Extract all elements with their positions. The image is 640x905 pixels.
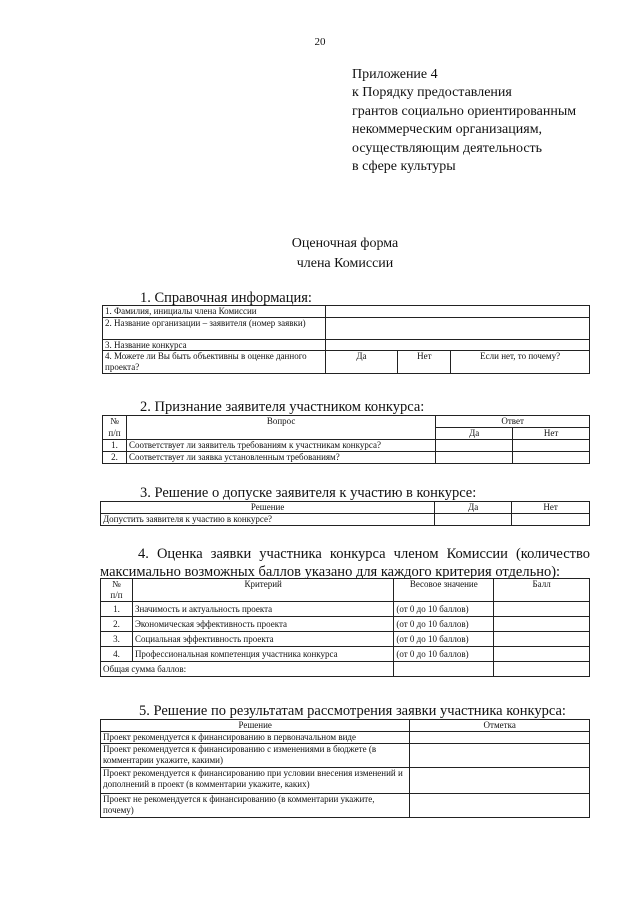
total-score-cell[interactable]: [494, 662, 590, 677]
col-num-2: п/п: [101, 590, 133, 602]
mark-cell[interactable]: [410, 732, 590, 744]
objectivity-yes[interactable]: Да: [325, 351, 398, 374]
appendix-line: Приложение 4: [352, 67, 438, 82]
form-title: [0, 234, 640, 274]
score-cell[interactable]: [494, 647, 590, 662]
answer-yes-cell[interactable]: [436, 440, 513, 452]
row-num: 1.: [101, 602, 133, 617]
row-num: 2.: [103, 451, 127, 463]
appendix-line: некоммерческим организациям,: [352, 122, 543, 138]
section5-heading: 5. Решение по результатам рассмотрения заявки участника конкурса:: [139, 703, 566, 719]
criterion: Экономическая эффективность проекта: [132, 617, 393, 632]
criterion: Профессиональная компетенция участника конкурса: [132, 647, 393, 662]
col-answer: Ответ: [436, 416, 590, 428]
section4-heading: 4. Оценка заявки участника конкурса членом Комиссии (количество максимально возможных баллов указано для каждого критерия отдельно):: [100, 546, 590, 580]
info-value-cell[interactable]: [325, 317, 589, 339]
col-num-1: №: [101, 579, 133, 590]
objectivity-no[interactable]: Нет: [398, 351, 451, 374]
row-question: Соответствует ли заявка установленным требованиям?: [126, 451, 435, 463]
info-value-cell[interactable]: [325, 339, 589, 351]
section5-table: [100, 719, 590, 818]
score-cell[interactable]: [494, 602, 590, 617]
decision-no-cell[interactable]: [512, 514, 590, 526]
col-num-2: п/п: [103, 428, 127, 440]
col-question: Вопрос: [126, 416, 435, 440]
answer-no-cell[interactable]: [513, 440, 590, 452]
form-title-line2: члена Комиссии: [296, 256, 394, 271]
section2-heading: 2. Признание заявителя участником конкурса:: [140, 399, 425, 415]
weight: (от 0 до 10 баллов): [394, 647, 494, 662]
mark-cell[interactable]: [410, 794, 590, 818]
row-num: 2.: [101, 617, 133, 632]
info-value-cell[interactable]: [325, 306, 589, 318]
decision-option: Проект рекомендуется к финансированию в первоначальном виде: [101, 732, 410, 744]
appendix-line: к Порядку предоставления: [352, 85, 512, 101]
col-yes: Да: [435, 502, 512, 514]
row-num: 3.: [101, 632, 133, 647]
col-score: Балл: [494, 579, 590, 602]
col-yes: Да: [436, 428, 513, 440]
score-cell[interactable]: [494, 632, 590, 647]
total-label: Общая сумма баллов:: [101, 662, 394, 677]
appendix-line: грантов социально ориентированным: [352, 103, 577, 119]
section1-table: [102, 305, 590, 374]
col-criterion: Критерий: [132, 579, 393, 602]
col-num-1: №: [103, 416, 127, 428]
col-no: Нет: [512, 502, 590, 514]
section2-table: [102, 415, 590, 464]
weight: (от 0 до 10 баллов): [394, 632, 494, 647]
info-label: 2. Название организации – заявителя (номер заявки): [103, 317, 326, 339]
section3-table: [100, 501, 590, 526]
section4-table: [100, 578, 590, 677]
row-question: Соответствует ли заявитель требованиям к участникам конкурса?: [126, 440, 435, 452]
col-no: Нет: [513, 428, 590, 440]
answer-yes-cell[interactable]: [436, 451, 513, 463]
decision-option: Проект не рекомендуется к финансированию (в комментарии укажите, почему): [101, 794, 410, 818]
objectivity-why[interactable]: Если нет, то почему?: [451, 351, 590, 374]
weight: (от 0 до 10 баллов): [394, 602, 494, 617]
appendix-line: в сфере культуры: [352, 159, 456, 175]
info-label: 3. Название конкурса: [103, 339, 326, 351]
criterion: Социальная эффективность проекта: [132, 632, 393, 647]
weight: (от 0 до 10 баллов): [394, 617, 494, 632]
mark-cell[interactable]: [410, 744, 590, 768]
col-decision: Решение: [101, 720, 410, 732]
section1-heading: 1. Справочная информация:: [140, 290, 312, 306]
score-cell[interactable]: [494, 617, 590, 632]
decision-option: Проект рекомендуется к финансированию при условии внесения изменений и дополнений в проект (в комментарии укажите, каких): [101, 768, 410, 794]
section3-heading: 3. Решение о допуске заявителя к участию в конкурсе:: [140, 485, 477, 501]
col-decision: Решение: [101, 502, 435, 514]
decision-question: Допустить заявителя к участию в конкурсе?: [101, 514, 435, 526]
info-label: 4. Можете ли Вы быть объективны в оценке данного проекта?: [103, 351, 326, 374]
decision-option: Проект рекомендуется к финансированию с изменениями в бюджете (в комментарии укажите, какими): [101, 744, 410, 768]
appendix-line: осуществляющим деятельность: [352, 140, 543, 156]
info-label: 1. Фамилия, инициалы члена Комиссии: [103, 306, 326, 318]
row-num: 1.: [103, 440, 127, 452]
form-title-line1: Оценочная форма: [291, 236, 399, 251]
appendix-header: [352, 66, 576, 176]
decision-yes-cell[interactable]: [435, 514, 512, 526]
total-empty-cell: [394, 662, 494, 677]
answer-no-cell[interactable]: [513, 451, 590, 463]
mark-cell[interactable]: [410, 768, 590, 794]
col-mark: Отметка: [410, 720, 590, 732]
col-weight: Весовое значение: [394, 579, 494, 602]
criterion: Значимость и актуальность проекта: [132, 602, 393, 617]
row-num: 4.: [101, 647, 133, 662]
page-number: 20: [314, 36, 326, 48]
